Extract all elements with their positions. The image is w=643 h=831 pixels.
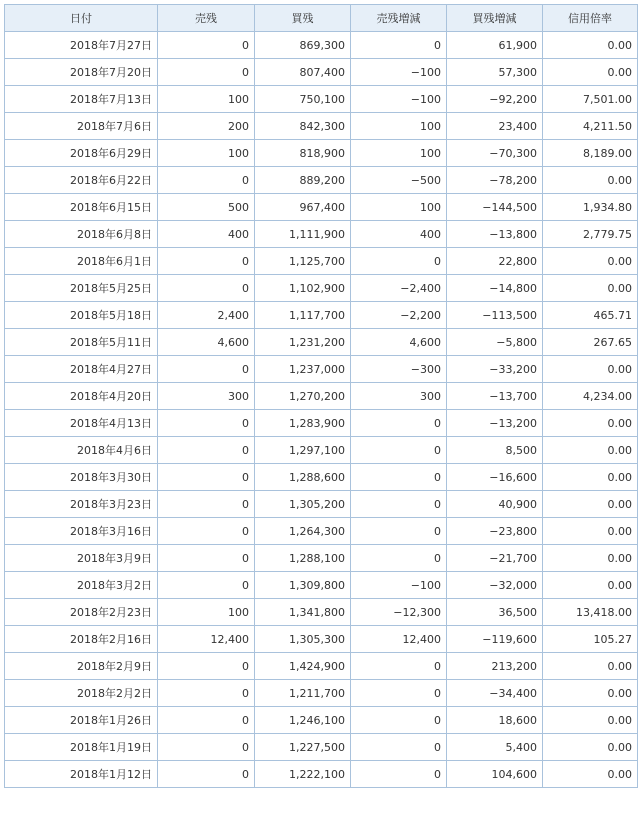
cell-margin-ratio: 0.00 — [543, 356, 638, 383]
table-row — [5, 221, 638, 248]
cell-short-balance: 0 — [158, 653, 255, 680]
header-long-change: 買残増減 — [447, 5, 543, 32]
cell-margin-ratio: 0.00 — [543, 410, 638, 437]
cell-long-change: −16,600 — [447, 464, 543, 491]
table-row — [5, 653, 638, 680]
cell-short-balance: 0 — [158, 410, 255, 437]
cell-margin-ratio: 0.00 — [543, 437, 638, 464]
cell-margin-ratio: 0.00 — [543, 761, 638, 788]
table-row — [5, 518, 638, 545]
cell-short-balance: 100 — [158, 86, 255, 113]
cell-long-balance: 1,125,700 — [255, 248, 351, 275]
cell-short-change: 0 — [351, 32, 447, 59]
cell-margin-ratio: 0.00 — [543, 680, 638, 707]
header-long-balance: 買残 — [255, 5, 351, 32]
cell-date: 2018年2月9日 — [5, 653, 158, 680]
cell-short-change: −2,400 — [351, 275, 447, 302]
cell-short-balance: 0 — [158, 734, 255, 761]
cell-short-balance: 200 — [158, 113, 255, 140]
cell-long-change: −144,500 — [447, 194, 543, 221]
cell-short-change: 400 — [351, 221, 447, 248]
cell-margin-ratio: 0.00 — [543, 653, 638, 680]
cell-short-change: 100 — [351, 113, 447, 140]
cell-date: 2018年6月29日 — [5, 140, 158, 167]
cell-date: 2018年5月11日 — [5, 329, 158, 356]
table-row — [5, 680, 638, 707]
table-row — [5, 32, 638, 59]
cell-date: 2018年3月2日 — [5, 572, 158, 599]
cell-date: 2018年7月20日 — [5, 59, 158, 86]
cell-date: 2018年3月9日 — [5, 545, 158, 572]
table-row — [5, 572, 638, 599]
table-row — [5, 734, 638, 761]
cell-short-change: −100 — [351, 572, 447, 599]
cell-short-balance: 0 — [158, 275, 255, 302]
cell-margin-ratio: 0.00 — [543, 572, 638, 599]
cell-short-balance: 0 — [158, 545, 255, 572]
cell-short-change: −12,300 — [351, 599, 447, 626]
cell-long-change: −23,800 — [447, 518, 543, 545]
cell-date: 2018年2月23日 — [5, 599, 158, 626]
cell-date: 2018年3月16日 — [5, 518, 158, 545]
cell-short-balance: 0 — [158, 167, 255, 194]
cell-long-change: −14,800 — [447, 275, 543, 302]
cell-long-balance: 1,211,700 — [255, 680, 351, 707]
cell-long-change: −92,200 — [447, 86, 543, 113]
cell-long-balance: 1,288,100 — [255, 545, 351, 572]
table-row — [5, 140, 638, 167]
cell-short-balance: 0 — [158, 248, 255, 275]
cell-long-balance: 1,283,900 — [255, 410, 351, 437]
table-header — [5, 5, 638, 32]
table-row — [5, 194, 638, 221]
cell-long-change: 23,400 — [447, 113, 543, 140]
table-row — [5, 329, 638, 356]
header-short-change: 売残増減 — [351, 5, 447, 32]
cell-long-change: 213,200 — [447, 653, 543, 680]
cell-short-change: 0 — [351, 734, 447, 761]
table-row — [5, 464, 638, 491]
cell-long-change: 104,600 — [447, 761, 543, 788]
cell-long-change: −13,700 — [447, 383, 543, 410]
cell-long-change: 22,800 — [447, 248, 543, 275]
cell-long-balance: 1,117,700 — [255, 302, 351, 329]
table-row — [5, 167, 638, 194]
cell-short-balance: 4,600 — [158, 329, 255, 356]
cell-long-change: 57,300 — [447, 59, 543, 86]
table-row — [5, 410, 638, 437]
cell-long-change: −5,800 — [447, 329, 543, 356]
cell-margin-ratio: 0.00 — [543, 707, 638, 734]
cell-margin-ratio: 105.27 — [543, 626, 638, 653]
cell-short-balance: 100 — [158, 599, 255, 626]
margin-table-container — [4, 4, 638, 788]
cell-short-change: 0 — [351, 707, 447, 734]
cell-short-change: 0 — [351, 761, 447, 788]
cell-short-change: 12,400 — [351, 626, 447, 653]
cell-long-change: −33,200 — [447, 356, 543, 383]
header-date: 日付 — [5, 5, 158, 32]
cell-short-change: −300 — [351, 356, 447, 383]
cell-margin-ratio: 4,211.50 — [543, 113, 638, 140]
cell-short-change: 0 — [351, 464, 447, 491]
table-row — [5, 707, 638, 734]
cell-short-change: −2,200 — [351, 302, 447, 329]
table-row — [5, 86, 638, 113]
cell-long-change: 61,900 — [447, 32, 543, 59]
cell-short-change: 100 — [351, 140, 447, 167]
cell-long-change: −13,200 — [447, 410, 543, 437]
cell-long-balance: 842,300 — [255, 113, 351, 140]
cell-short-change: 4,600 — [351, 329, 447, 356]
cell-short-change: 0 — [351, 491, 447, 518]
cell-long-balance: 1,424,900 — [255, 653, 351, 680]
cell-long-change: 8,500 — [447, 437, 543, 464]
cell-long-balance: 1,305,300 — [255, 626, 351, 653]
cell-date: 2018年2月16日 — [5, 626, 158, 653]
cell-date: 2018年3月23日 — [5, 491, 158, 518]
cell-long-balance: 1,297,100 — [255, 437, 351, 464]
cell-date: 2018年4月27日 — [5, 356, 158, 383]
cell-date: 2018年4月13日 — [5, 410, 158, 437]
cell-long-change: −34,400 — [447, 680, 543, 707]
cell-long-balance: 1,111,900 — [255, 221, 351, 248]
cell-date: 2018年6月1日 — [5, 248, 158, 275]
cell-margin-ratio: 7,501.00 — [543, 86, 638, 113]
cell-margin-ratio: 0.00 — [543, 734, 638, 761]
cell-long-change: −70,300 — [447, 140, 543, 167]
cell-long-balance: 1,309,800 — [255, 572, 351, 599]
table-body — [5, 32, 638, 788]
cell-long-balance: 1,227,500 — [255, 734, 351, 761]
cell-short-balance: 2,400 — [158, 302, 255, 329]
cell-long-change: −113,500 — [447, 302, 543, 329]
cell-date: 2018年5月18日 — [5, 302, 158, 329]
cell-long-balance: 889,200 — [255, 167, 351, 194]
cell-short-balance: 0 — [158, 464, 255, 491]
cell-long-balance: 1,222,100 — [255, 761, 351, 788]
table-row — [5, 356, 638, 383]
cell-date: 2018年6月8日 — [5, 221, 158, 248]
cell-short-change: −100 — [351, 59, 447, 86]
cell-long-balance: 750,100 — [255, 86, 351, 113]
table-row — [5, 437, 638, 464]
cell-date: 2018年4月6日 — [5, 437, 158, 464]
cell-margin-ratio: 0.00 — [543, 167, 638, 194]
cell-short-change: 0 — [351, 653, 447, 680]
cell-short-change: 0 — [351, 680, 447, 707]
cell-margin-ratio: 0.00 — [543, 59, 638, 86]
cell-date: 2018年2月2日 — [5, 680, 158, 707]
cell-margin-ratio: 0.00 — [543, 518, 638, 545]
table-row — [5, 113, 638, 140]
cell-long-balance: 1,341,800 — [255, 599, 351, 626]
cell-margin-ratio: 465.71 — [543, 302, 638, 329]
cell-short-balance: 400 — [158, 221, 255, 248]
cell-short-balance: 300 — [158, 383, 255, 410]
cell-long-balance: 818,900 — [255, 140, 351, 167]
table-row — [5, 626, 638, 653]
cell-long-balance: 1,270,200 — [255, 383, 351, 410]
cell-long-change: 18,600 — [447, 707, 543, 734]
cell-long-change: −21,700 — [447, 545, 543, 572]
table-row — [5, 761, 638, 788]
cell-date: 2018年5月25日 — [5, 275, 158, 302]
cell-long-change: −13,800 — [447, 221, 543, 248]
cell-short-balance: 0 — [158, 707, 255, 734]
cell-long-balance: 967,400 — [255, 194, 351, 221]
margin-trading-table — [4, 4, 638, 788]
cell-short-change: 100 — [351, 194, 447, 221]
cell-margin-ratio: 0.00 — [543, 464, 638, 491]
cell-margin-ratio: 2,779.75 — [543, 221, 638, 248]
cell-short-balance: 0 — [158, 518, 255, 545]
cell-long-change: −32,000 — [447, 572, 543, 599]
cell-short-balance: 0 — [158, 761, 255, 788]
table-row — [5, 383, 638, 410]
cell-date: 2018年1月19日 — [5, 734, 158, 761]
cell-short-change: 300 — [351, 383, 447, 410]
cell-long-balance: 869,300 — [255, 32, 351, 59]
cell-margin-ratio: 13,418.00 — [543, 599, 638, 626]
cell-long-change: 40,900 — [447, 491, 543, 518]
cell-short-balance: 100 — [158, 140, 255, 167]
table-row — [5, 275, 638, 302]
cell-long-balance: 1,246,100 — [255, 707, 351, 734]
cell-date: 2018年3月30日 — [5, 464, 158, 491]
cell-short-balance: 500 — [158, 194, 255, 221]
cell-date: 2018年6月22日 — [5, 167, 158, 194]
cell-short-balance: 12,400 — [158, 626, 255, 653]
cell-short-balance: 0 — [158, 356, 255, 383]
cell-date: 2018年7月6日 — [5, 113, 158, 140]
table-row — [5, 59, 638, 86]
table-row — [5, 545, 638, 572]
cell-long-balance: 807,400 — [255, 59, 351, 86]
table-row — [5, 491, 638, 518]
cell-date: 2018年7月27日 — [5, 32, 158, 59]
cell-short-balance: 0 — [158, 680, 255, 707]
cell-date: 2018年7月13日 — [5, 86, 158, 113]
cell-long-change: 36,500 — [447, 599, 543, 626]
cell-long-balance: 1,288,600 — [255, 464, 351, 491]
cell-short-change: 0 — [351, 545, 447, 572]
cell-margin-ratio: 0.00 — [543, 32, 638, 59]
cell-long-change: −78,200 — [447, 167, 543, 194]
table-row — [5, 248, 638, 275]
cell-short-balance: 0 — [158, 32, 255, 59]
cell-short-balance: 0 — [158, 572, 255, 599]
cell-short-change: −100 — [351, 86, 447, 113]
cell-margin-ratio: 267.65 — [543, 329, 638, 356]
cell-long-change: 5,400 — [447, 734, 543, 761]
cell-long-balance: 1,231,200 — [255, 329, 351, 356]
table-row — [5, 599, 638, 626]
cell-short-balance: 0 — [158, 59, 255, 86]
cell-margin-ratio: 0.00 — [543, 248, 638, 275]
cell-margin-ratio: 8,189.00 — [543, 140, 638, 167]
cell-margin-ratio: 0.00 — [543, 491, 638, 518]
cell-long-balance: 1,237,000 — [255, 356, 351, 383]
cell-short-change: 0 — [351, 437, 447, 464]
cell-long-change: −119,600 — [447, 626, 543, 653]
cell-short-change: 0 — [351, 248, 447, 275]
cell-short-balance: 0 — [158, 437, 255, 464]
header-margin-ratio: 信用倍率 — [543, 5, 638, 32]
cell-short-change: 0 — [351, 518, 447, 545]
cell-short-balance: 0 — [158, 491, 255, 518]
cell-margin-ratio: 0.00 — [543, 545, 638, 572]
cell-margin-ratio: 4,234.00 — [543, 383, 638, 410]
header-row — [5, 5, 638, 32]
cell-date: 2018年1月12日 — [5, 761, 158, 788]
cell-date: 2018年1月26日 — [5, 707, 158, 734]
cell-margin-ratio: 0.00 — [543, 275, 638, 302]
cell-long-balance: 1,305,200 — [255, 491, 351, 518]
cell-date: 2018年6月15日 — [5, 194, 158, 221]
cell-date: 2018年4月20日 — [5, 383, 158, 410]
cell-short-change: 0 — [351, 410, 447, 437]
table-row — [5, 302, 638, 329]
cell-long-balance: 1,102,900 — [255, 275, 351, 302]
cell-margin-ratio: 1,934.80 — [543, 194, 638, 221]
header-short-balance: 売残 — [158, 5, 255, 32]
cell-short-change: −500 — [351, 167, 447, 194]
cell-long-balance: 1,264,300 — [255, 518, 351, 545]
